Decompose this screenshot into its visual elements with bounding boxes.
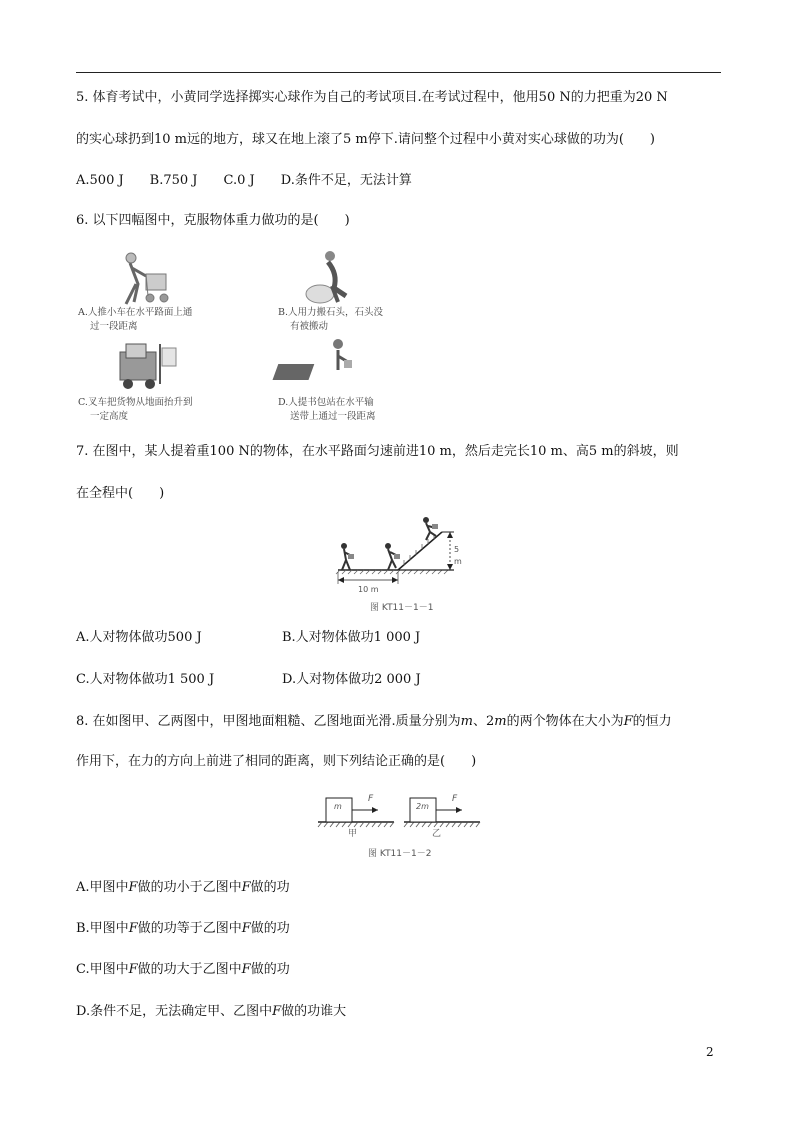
q8-figure-caption: 图 KT11－1－2 xyxy=(368,849,432,859)
q8-line2: 作用下，在力的方向上前进了相同的距离，则下列结论正确的是( ) xyxy=(76,754,477,769)
q7-option-c: C.人对物体做功1 500 J xyxy=(76,672,215,687)
q8-optC-F2: F xyxy=(241,962,251,977)
q8-label-jia: 甲 xyxy=(348,829,358,839)
q5-line2: 的实心球扔到10 m远的地方，球又在地上滚了5 m停下.请问整个过程中小黄对实心球做的功为( ) xyxy=(76,132,656,147)
q8-force-label-jia: F xyxy=(368,794,374,804)
q8-optA-part3: 做的功 xyxy=(250,880,290,895)
q7-option-d: D.人对物体做功2 000 J xyxy=(282,672,421,687)
q5-options: A.500 J B.750 J C.0 J D.条件不足，无法计算 xyxy=(76,173,412,188)
q8-optC-F1: F xyxy=(128,962,138,977)
q8-force-var: F xyxy=(623,714,633,729)
q6-caption-d2: 送带上通过一段距离 xyxy=(290,411,376,422)
q8-optA-part2: 做的功小于乙图中 xyxy=(137,880,242,895)
pushing-cart-icon xyxy=(126,253,168,304)
q8-optD-F: F xyxy=(272,1004,282,1019)
q8-option-d xyxy=(76,1004,346,1020)
q8-figure xyxy=(316,786,486,866)
q8-optC-part2: 做的功大于乙图中 xyxy=(137,962,242,977)
q6-caption-b1: B.人用力搬石头，石头没 xyxy=(278,307,384,318)
q8-label-yi: 乙 xyxy=(432,829,442,839)
q7-figure xyxy=(334,514,464,614)
q8-optA-part1: A.甲图中 xyxy=(76,880,129,895)
q8-mass-var: m xyxy=(460,714,473,729)
q8-optB-part3: 做的功 xyxy=(250,921,290,936)
q8-optB-part2: 做的功等于乙图中 xyxy=(137,921,242,936)
q8-optB-F2: F xyxy=(241,921,251,936)
q7-figure-caption: 图 KT11－1－1 xyxy=(370,603,434,613)
walker-icon xyxy=(341,543,354,570)
q7-distance-label: 10 m xyxy=(358,585,379,594)
q8-option-a xyxy=(76,880,290,896)
q8-optB-part1: B.甲图中 xyxy=(76,921,129,936)
q8-line1-c: 的恒力 xyxy=(632,714,672,729)
q8-mass-var-2: m xyxy=(494,714,507,729)
q8-sep: 、2 xyxy=(473,714,495,729)
q6-caption-a1: A.人推小车在水平路面上通 xyxy=(78,307,193,318)
q8-box1-label: m xyxy=(334,802,342,811)
q8-line1-b: 的两个物体在大小为 xyxy=(506,714,624,729)
q6-figure xyxy=(76,244,406,424)
q6-caption-d1: D.人提书包站在水平输 xyxy=(278,397,374,408)
q8-optD-part2: 做的功谁大 xyxy=(281,1004,347,1019)
q8-optB-F1: F xyxy=(128,921,138,936)
q8-optC-part3: 做的功 xyxy=(250,962,290,977)
q8-optD-part1: D.条件不足，无法确定甲、乙图中 xyxy=(76,1004,273,1019)
q6-caption-a2: 过一段距离 xyxy=(90,321,138,332)
q7-diagram xyxy=(334,514,464,598)
q8-option-b xyxy=(76,921,290,937)
q6-caption-c2: 一定高度 xyxy=(90,411,129,422)
q6-caption-c1: C.叉车把货物从地面抬升到 xyxy=(78,397,193,408)
header-rule xyxy=(76,72,721,73)
q7-height-label: 5 m xyxy=(454,545,462,566)
conveyor-person-icon xyxy=(273,339,352,380)
q6-caption-b2: 有被搬动 xyxy=(290,321,329,332)
lifting-stone-icon xyxy=(306,251,346,303)
q7-line1: 7. 在图中，某人提着重100 N的物体，在水平路面匀速前进10 m，然后走完长10 m、高5 m的斜坡，则 xyxy=(76,444,679,459)
page-number: 2 xyxy=(706,1045,714,1059)
q5-line1: 5. 体育考试中，小黄同学选择掷实心球作为自己的考试项目.在考试过程中，他用50 N的力把重为20 N xyxy=(76,90,668,105)
q7-line2: 在全程中( ) xyxy=(76,486,165,501)
q8-box2-label: 2m xyxy=(416,802,429,811)
q8-option-c xyxy=(76,962,290,978)
q8-optA-F2: F xyxy=(241,880,251,895)
q8-line1-a: 8. 在如图甲、乙两图中，甲图地面粗糙、乙图地面光滑.质量分别为 xyxy=(76,714,461,729)
q8-line1 xyxy=(76,714,672,730)
q7-option-b: B.人对物体做功1 000 J xyxy=(282,630,421,645)
q8-optC-part1: C.甲图中 xyxy=(76,962,129,977)
forklift-icon xyxy=(120,344,176,389)
q6-stem: 6. 以下四幅图中，克服物体重力做功的是( ) xyxy=(76,213,350,228)
q8-optA-F1: F xyxy=(128,880,138,895)
walker-icon xyxy=(385,543,400,570)
q8-force-label-yi: F xyxy=(452,794,458,804)
q7-option-a: A.人对物体做功500 J xyxy=(76,630,202,645)
